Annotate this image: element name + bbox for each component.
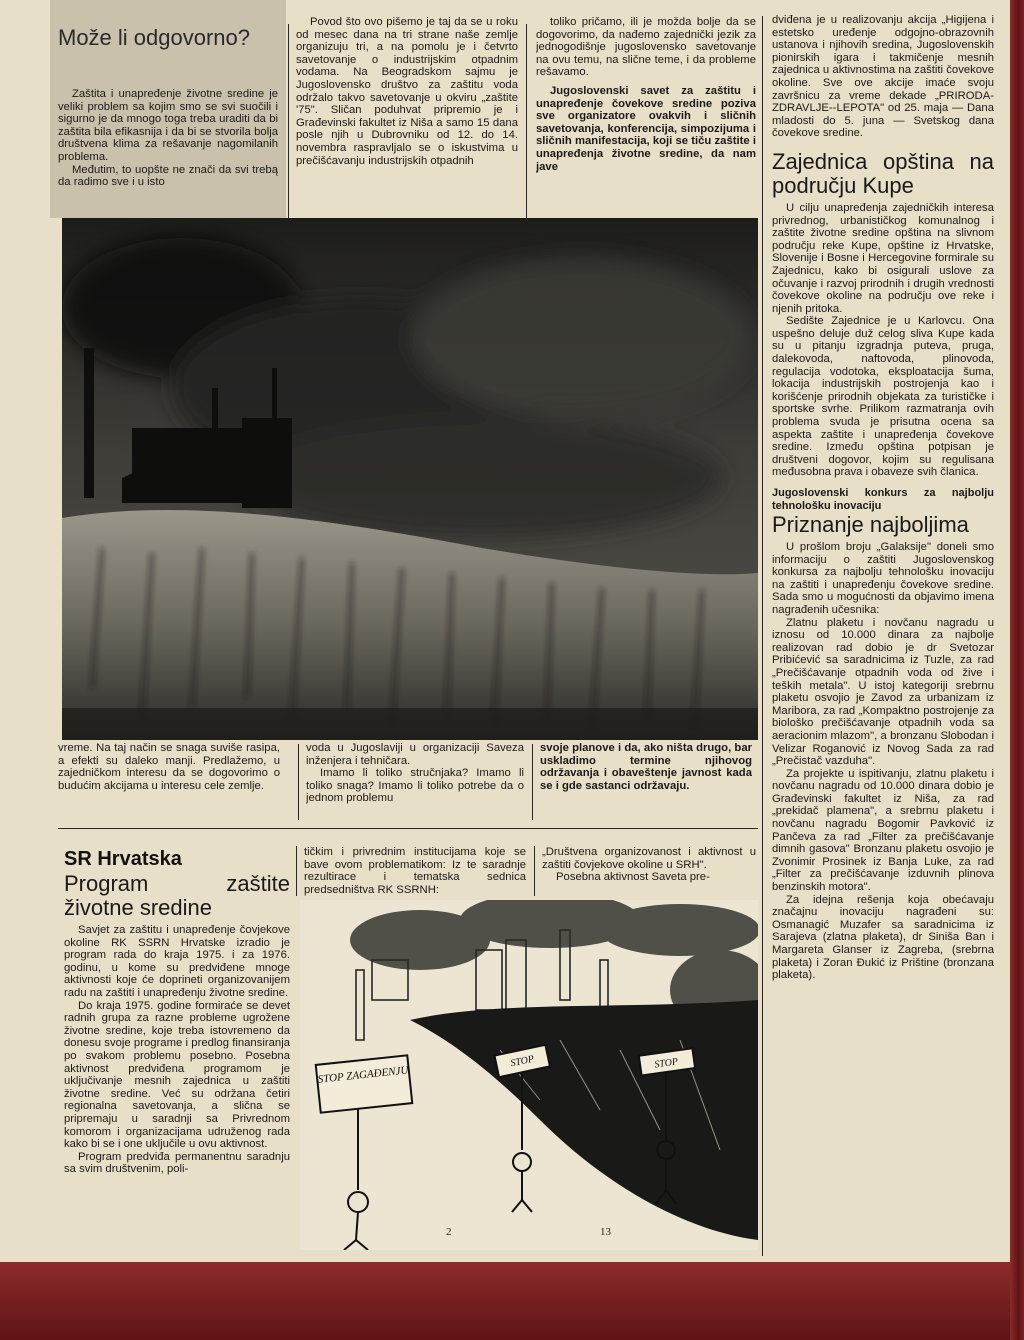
article-headline: Program zaštite životne sredine bbox=[64, 871, 290, 920]
paragraph: toliko pričamo, ili je možda bolje da se dogovorimo, da nađemo zajednički jezik za jednogodišnje jugoslovensko savetovanje na ovu temu, na slične teme, i da probleme rešavamo. bbox=[536, 16, 756, 79]
anti-pollution-cartoon bbox=[300, 900, 758, 1250]
page-number-right: 13 bbox=[600, 1226, 611, 1238]
kupa-headline: Zajednica opština na području Kupe bbox=[772, 148, 994, 198]
cartoon-sign-3: STOP bbox=[653, 1056, 679, 1071]
section-divider bbox=[58, 828, 758, 829]
paragraph: dviđena je u realizovanju akcija „Higijena i estetsko uređenje odgojno-obrazovnih ustanova i njihovih sredina, Jugoslovenskih pionirskih igara i takmičenje mesnih zajednica u aktivnostima na zaštiti čovekove okoline. Sve ove akcije imaće svoju završnicu za vreme dekade „PRIRODA-ZDRAVLJE--LEPOTA" od 25. maja — Dana mladosti do 5. juna — Svetskog dana čovekove sredine. bbox=[772, 14, 994, 140]
paragraph: Program predviđa permanentnu saradnju sa svim društvenim, poli- bbox=[64, 1150, 290, 1176]
paragraph: Zaštita i unapređenje životne sredine je veliki problem sa kojim smo se svi suočili i sigurno je da mnogo toga treba uraditi da bi zaštita bila efikasnija i da bi se stvorila bolja društvena klima za rešavanje nagomilanih problema. bbox=[58, 88, 278, 163]
bottom-col-3 bbox=[542, 846, 756, 900]
bottom-col-1 bbox=[64, 848, 290, 1260]
paragraph: Međutim, to uopšte ne znači da svi trebą da radimo sve i u isto bbox=[58, 163, 278, 189]
paragraph: U prošlom broju „Galaksije" doneli smo informaciju o zaštiti Jugoslovenskog konkursa za najbolju tehnološku inovaciju na zaštiti i unapređenju čovekove sredine. Sada smo u mogućnosti da objavimo imena nagrađenih učesnika: bbox=[772, 541, 994, 616]
top-col-3 bbox=[536, 16, 756, 218]
column-rule bbox=[526, 24, 527, 218]
bottom-col-2 bbox=[304, 846, 526, 900]
paragraph: vreme. Na taj način se snaga suviše rasipa, a efekti su daleko manji. Predlažemo, u zajedničkom interesu da se dogovorimo o budućim akcijama u interesu cele zemlje. bbox=[58, 742, 280, 792]
paragraph: Imamo li toliko stručnjaka? Imamo li toliko snaga? Imamo li toliko potrebe da o jednom problemu bbox=[306, 767, 524, 805]
konkurs-headline: Priznanje najboljima bbox=[772, 512, 969, 537]
article-kicker: SR Hrvatska bbox=[64, 848, 182, 870]
paragraph: tičkim i privrednim institucijama koje se bave ovom problematikom: Iz te saradnje rezultirace i tematska sednica predsedništva RK SSRNH: bbox=[304, 846, 526, 896]
bottom-background-strip bbox=[0, 1262, 1010, 1340]
konkurs-kicker: Jugoslovenski konkurs za najbolju tehnološku inovaciju bbox=[772, 487, 994, 512]
paragraph: Do kraja 1975. godine formiraće se devet radnih grupa za razne probleme ugrožene životne sredine, koje treba istovremeno da donesu svoje programe i predlog finansiranja po svakom problemu posebno. Posebna aktivnost predviđena programom je uključivanje mesnih zajednica u zaštiti životne sredine. Već su održana četiri regionalna savetovanja, a slična se pripremaju u saradnji sa Privrednom komorom i organizacijama udruženog rada kako bi se i one uključile u ovu aktivnost. bbox=[64, 999, 290, 1151]
cartoon-sign-2: STOP bbox=[509, 1053, 536, 1070]
column-rule bbox=[296, 846, 297, 896]
paragraph: Savjet za zaštitu i unapređenje čovjekove okoline RK SSRN Hrvatske izradio je program rada do kraja 1975. i za 1976. godinu, u kome su predviđene mnoge aktivnosti koje će doprineti organizovanijem radu na zaštiti i unapređenju životne sredine. bbox=[64, 924, 290, 999]
paragraph-bold: Jugoslovenski savet za zaštitu i unapređenje čovekove sredine poziva sve organizatore ovakvih i sličnih savetovanja, konferencija, simpozijuma i sličnih manifestacija, koji se tiču zaštite i unapređenja životne sredine, da nam jave bbox=[536, 84, 756, 173]
column-rule bbox=[298, 744, 299, 820]
cartoon-sign-1: STOP ZAGAĐENJU bbox=[317, 1064, 409, 1086]
column-rule bbox=[534, 846, 535, 896]
article-title: Može li odgovorno? bbox=[58, 25, 251, 50]
paragraph: „Društvena organizovanost i aktivnost u zaštiti čovjekove okoline u SRH". bbox=[542, 846, 756, 871]
paragraph: Povod što ovo pišemo je taj da se u roku od mesec dana na tri strane naše zemlje organizuju tri, a na pomolu je i četvrto savetovanje o industrijskim otpadnim vodama. Na Beogradskom sajmu je Jugoslovensko društvo za zaštitu voda održalo takvo savetovanje u okviru „zaštite '75". Sličan poduhvat pripremio je i Građevinski fakultet iz Niša a samo 15 dana posle njih u Dubrovniku od 12. do 14. novembra raspravljalo se o iskustvima u prečišćavanju industrijskih otpadnih bbox=[296, 16, 518, 167]
paragraph: Za projekte u ispitivanju, zlatnu plaketu i novčanu nagradu od 10.000 dinara dobio je Građevinski fakultet iz Niša, za rad „prekidač plamena", a srebrnu plaketu i novčanu nagradu Bogomir Pavković iz Pančeva za rad „Filter za prečišćavanje dimnih gasova" Bronzanu plaketu osvojio je Zvonimir Prosinek iz Banja Luke, za rad „Filter za prečišćavanje izduvnih plinova benzinskih motora". bbox=[772, 767, 994, 894]
column-rule bbox=[532, 744, 533, 820]
right-column bbox=[772, 14, 994, 1264]
industrial-smoke-photo bbox=[62, 218, 758, 740]
below-photo-col-2 bbox=[306, 742, 524, 822]
paragraph: Posebna aktivnost Saveta pre- bbox=[556, 871, 710, 884]
top-col-2 bbox=[296, 16, 518, 218]
paragraph: Za idejna rešenja koja obećavaju značajnu inovaciju nagrađeni su: Osmanagić Muzafer sa saradnicima iz Sarajeva (zlatna plaketa), dr Siniša Ban i Margareta Glanser iz Zagreba, (srebrna plaketa) i Zoran Đukić iz Prištine (bronzana plaketa). bbox=[772, 893, 994, 982]
paragraph: Zlatnu plaketu i novčanu nagradu u iznosu od 10.000 dinara za najbolje realizovan rad dobio je dr Svetozar Pribićević sa saradnicima iz Tuzle, za rad „Prečišćavanje otpadnih voda od žive i teških metala". U istoj kategoriji srebrnu plaketu osvojio je Zavod za urbanizam iz Maribora, za rad „Kompaktno postrojenje za biološko prečišćavanje otpadnih voda sa aeracionim mlazom", a bronzanu Slobodan i Velizar Roganović iz Novog Sada za rad „Prečistač vazduha". bbox=[772, 616, 994, 768]
paragraph: Sedište Zajednice je u Karlovcu. Ona uspešno deluje duž celog sliva Kupe kada su u pitanju izgradnja puteva, pruga, dalekovoda, naftovoda, plinovoda, regulacija vodotoka, eksploatacija šuma, lokacija industrijskih postrojenja kao i korišćenje prirodnih objekata za turističke i sportske svrhe. Prilikom razmatranja ovih problema svuda je prisutna ocena sa aspekta zaštite i unapređenja čovekove sredine. Između opština potpisan je društveni dogovor, kojim su regulisana međusobna prava i obaveze svih članica. bbox=[772, 315, 994, 479]
paragraph: U cilju unapređenja zajedničkih interesa privrednog, urbanističkog komunalnog i zaštite životne sredine opština na slivnom području reke Kupe, opštine iz Hrvatske, Slovenije i Bosne i Hercegovine formirale su Zajednicu, kako bi osigurali uslove za očuvanje i razvoj prirodnih i drugih vrednosti čovekove okoline na području ove reke i njenih pritoka. bbox=[772, 201, 994, 315]
top-col-1 bbox=[58, 88, 278, 218]
page-spine bbox=[1010, 0, 1024, 1340]
below-photo-col-1 bbox=[58, 742, 280, 822]
paragraph-bold: svoje planove i da, ako ništa drugo, bar uskladimo termine njihovog održavanja i obaveštenje javnost kada se i gde sastanci održavaju. bbox=[540, 742, 752, 792]
column-rule bbox=[288, 24, 289, 218]
below-photo-col-3 bbox=[540, 742, 752, 822]
column-rule bbox=[762, 16, 763, 1256]
paragraph: voda u Jugoslaviji u organizaciji Saveza inženjera i tehničara. bbox=[306, 742, 524, 767]
page-number-left: 2 bbox=[446, 1226, 452, 1238]
